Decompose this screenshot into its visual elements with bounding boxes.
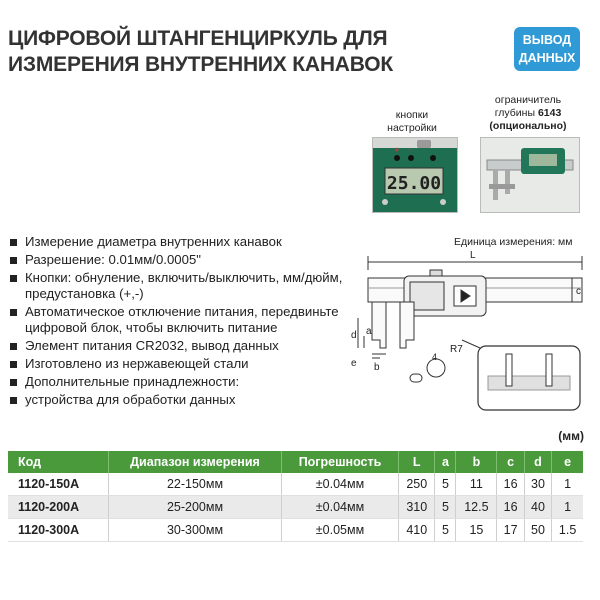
cell-a: 5 [435, 496, 456, 519]
header-range: Диапазон измерения [109, 451, 282, 473]
data-output-badge [514, 27, 580, 71]
cell-accuracy: ±0.05мм [282, 519, 399, 542]
header-L: L [399, 451, 435, 473]
cell-accuracy: ±0.04мм [282, 496, 399, 519]
header-c: c [497, 451, 524, 473]
badge-line-1: ВЫВОД [522, 33, 572, 47]
cell-e: 1 [552, 496, 583, 519]
svg-text:-: - [409, 146, 412, 154]
header-a: a [435, 451, 456, 473]
photo1-caption-line-1: кнопки [395, 109, 429, 121]
header-code: Код [8, 451, 109, 473]
cell-L: 310 [399, 496, 435, 519]
cell-range: 25-200мм [109, 496, 282, 519]
photo1-caption-line-2: настройки [387, 122, 437, 134]
caliper-display-icon [373, 138, 457, 212]
table-row [8, 473, 583, 496]
cell-b: 11 [456, 473, 497, 496]
feature-item: Автоматическое отключение питания, передвиньте цифровой блок, чтобы включить питание [8, 304, 358, 336]
dim-a-label: a [366, 326, 372, 337]
header-b: b [456, 451, 497, 473]
photo2-caption-line-2 [478, 107, 578, 120]
cell-range: 30-300мм [109, 519, 282, 542]
title-line-1: ЦИФРОВОЙ ШТАНГЕНЦИРКУЛЬ ДЛЯ [8, 27, 388, 50]
depth-stop-icon [481, 138, 579, 212]
photo2-caption-code: 6143 [537, 107, 562, 119]
photo1-caption [372, 109, 452, 135]
section-label: 4 [432, 352, 438, 362]
cell-range: 22-150мм [109, 473, 282, 496]
feature-item: Измерение диаметра внутренних канавок [8, 234, 358, 250]
unit-label: Единица измерения: мм [454, 236, 573, 248]
cell-code: 1120-300A [8, 519, 109, 542]
cell-accuracy: ±0.04мм [282, 473, 399, 496]
photo2-caption [478, 94, 578, 133]
table-header-row [8, 451, 583, 473]
cell-a: 5 [435, 519, 456, 542]
badge-line-2: ДАННЫХ [518, 51, 576, 65]
dim-L-label: L [470, 250, 476, 261]
svg-text:+: + [394, 146, 400, 154]
cell-L: 410 [399, 519, 435, 542]
header-e: e [552, 451, 583, 473]
dim-e-label: e [351, 358, 357, 369]
table-row [8, 519, 583, 542]
cell-d: 40 [524, 496, 551, 519]
cell-e: 1.5 [552, 519, 583, 542]
units-note: (мм) [558, 429, 584, 443]
depth-stop-photo [480, 137, 580, 213]
spec-table [8, 451, 583, 542]
photo2-caption-prefix: глубины [494, 107, 538, 119]
settings-buttons-photo [372, 137, 458, 213]
dim-c-label: c [576, 286, 581, 297]
cell-L: 250 [399, 473, 435, 496]
photo2-caption-optional: (опционально) [489, 120, 567, 132]
table-row [8, 496, 583, 519]
cell-c: 17 [497, 519, 524, 542]
dim-b-label: b [374, 362, 380, 373]
feature-item: Разрешение: 0.01мм/0.0005" [8, 252, 358, 268]
cell-d: 30 [524, 473, 551, 496]
title-line-2: ИЗМЕРЕНИЯ ВНУТРЕННИХ КАНАВОК [8, 53, 393, 76]
cell-b: 15 [456, 519, 497, 542]
feature-item: Кнопки: обнуление, включить/выключить, мм/дюйм, предустановка (+,-) [8, 270, 358, 302]
cell-e: 1 [552, 473, 583, 496]
cell-d: 50 [524, 519, 551, 542]
cell-code: 1120-200A [8, 496, 109, 519]
cell-c: 16 [497, 473, 524, 496]
header-accuracy: Погрешность [282, 451, 399, 473]
caliper-diagram [350, 248, 590, 428]
feature-item: Элемент питания CR2032, вывод данных [8, 338, 358, 354]
feature-item: Изготовлено из нержавеющей стали [8, 356, 358, 372]
cell-c: 16 [497, 496, 524, 519]
photo2-caption-line-1: ограничитель [494, 94, 562, 106]
page-title [8, 26, 478, 78]
feature-item: устройства для обработки данных [8, 392, 358, 408]
radius-label: R7 [450, 344, 463, 355]
feature-item: Дополнительные принадлежности: [8, 374, 358, 390]
header-d: d [524, 451, 551, 473]
dim-d-label: d [351, 330, 357, 341]
cell-code: 1120-150A [8, 473, 109, 496]
cell-a: 5 [435, 473, 456, 496]
feature-list [8, 234, 358, 410]
display-readout: 25.00 [386, 173, 442, 194]
cell-b: 12.5 [456, 496, 497, 519]
